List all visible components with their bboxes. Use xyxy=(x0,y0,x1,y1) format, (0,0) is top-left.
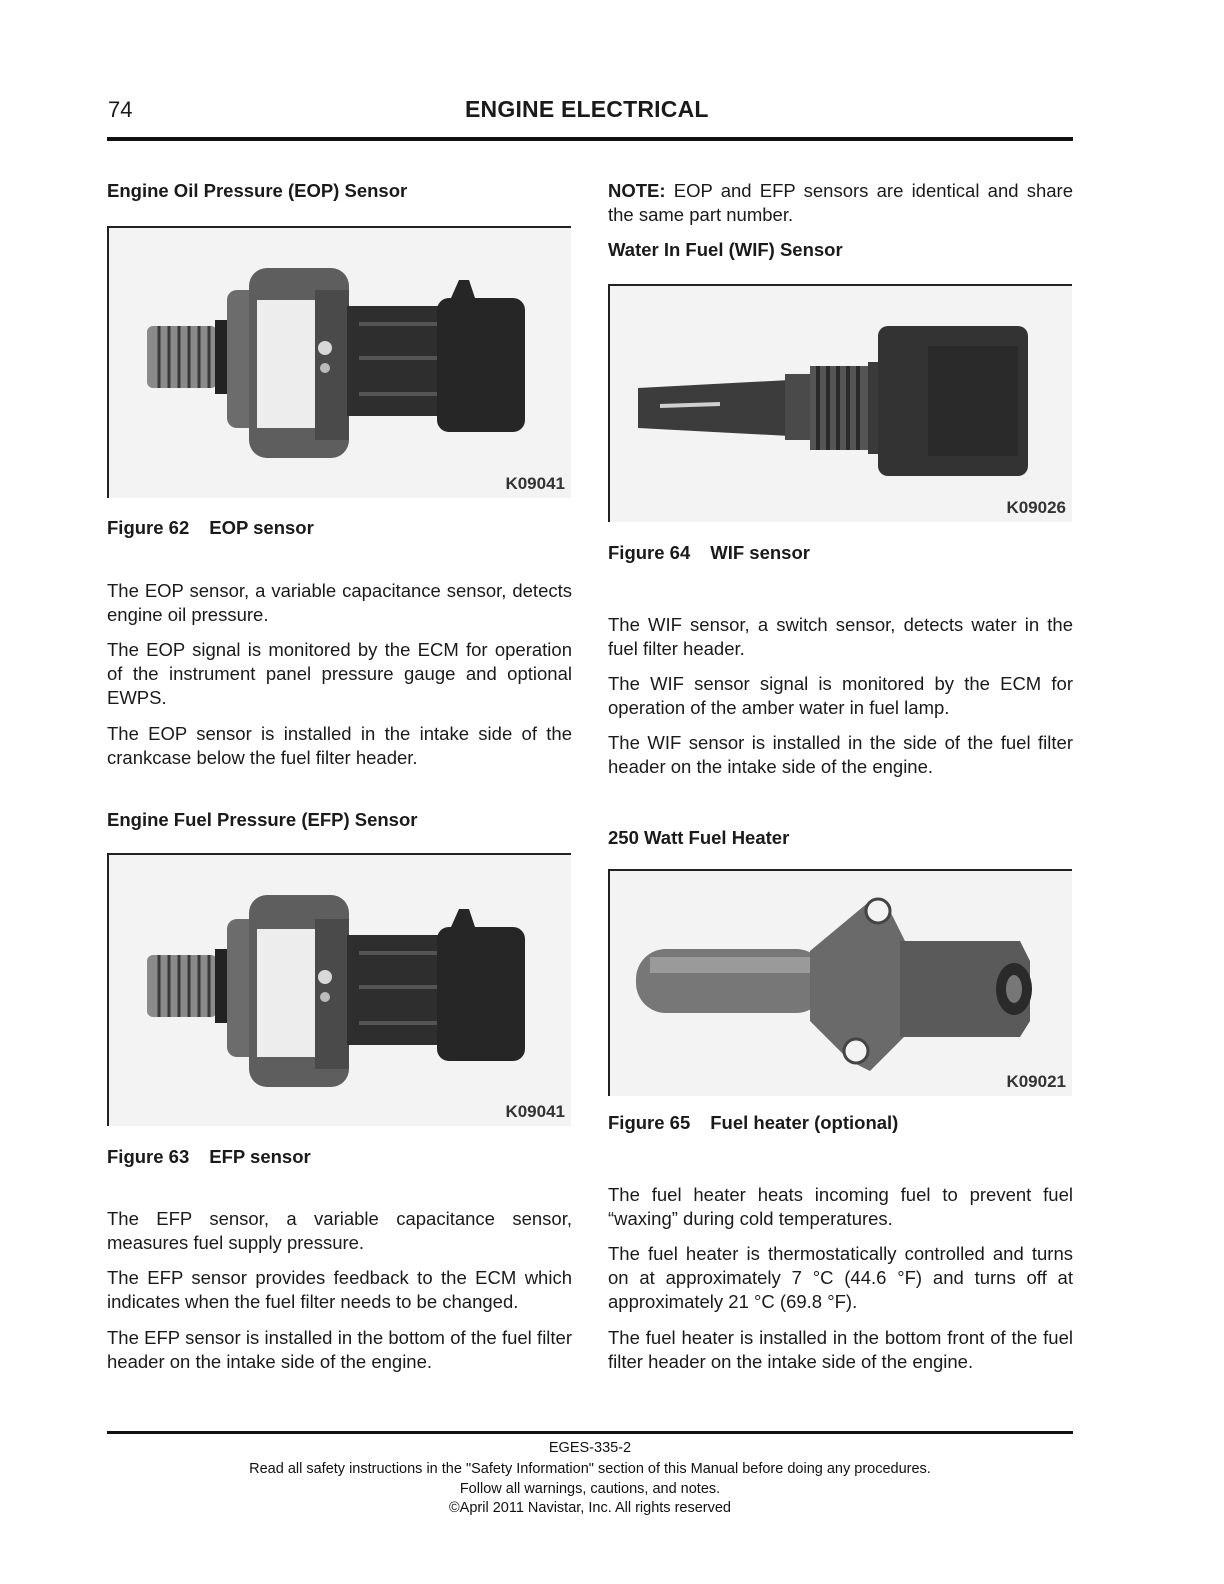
efp-paragraph-1: The EFP sensor, a variable capacitance sensor, measures fuel supply pressure. xyxy=(107,1208,572,1253)
photo-code: K09021 xyxy=(1006,1072,1066,1091)
fuel-heater-illustration xyxy=(610,871,1072,1096)
heater-paragraph-3: The fuel heater is installed in the bottom front of the fuel filter header on the intake side of the engine. xyxy=(608,1327,1073,1372)
heater-paragraph-2: The fuel heater is thermostatically controlled and turns on at approximately 7 °C (44.6 °F) and turns off at approximately 21 °C (69.8 °F). xyxy=(608,1243,1073,1312)
figure-title: WIF sensor xyxy=(710,542,810,563)
wif-sensor-photo xyxy=(608,284,1072,522)
wif-sensor-illustration xyxy=(610,286,1072,522)
efp-sensor-photo xyxy=(107,853,571,1126)
efp-paragraph-2: The EFP sensor provides feedback to the ECM which indicates when the fuel filter needs to be changed. xyxy=(107,1267,572,1312)
note-label: NOTE: xyxy=(608,180,666,201)
eop-paragraph-3: The EOP sensor is installed in the intake side of the crankcase below the fuel filter header. xyxy=(107,723,572,768)
eop-paragraph-1: The EOP sensor, a variable capacitance sensor, detects engine oil pressure. xyxy=(107,580,572,625)
figure-number: Figure 62 xyxy=(107,517,190,538)
efp-heading: Engine Fuel Pressure (EFP) Sensor xyxy=(107,809,418,830)
fuel-heater-photo xyxy=(608,869,1072,1096)
photo-code: K09041 xyxy=(505,474,565,493)
eop-heading: Engine Oil Pressure (EOP) Sensor xyxy=(107,180,408,201)
figure-title: Fuel heater (optional) xyxy=(710,1112,899,1133)
efp-sensor-illustration xyxy=(109,855,571,1126)
eop-sensor-photo xyxy=(107,226,571,498)
header-rule xyxy=(107,137,1073,141)
figure-number: Figure 65 xyxy=(608,1112,691,1133)
efp-paragraph-3: The EFP sensor is installed in the bottom of the fuel filter header on the intake side of the engine. xyxy=(107,1327,572,1372)
figure-63-caption xyxy=(107,1146,311,1168)
footer-warnings-line: Follow all warnings, cautions, and notes. xyxy=(459,1481,721,1497)
wif-paragraph-1: The WIF sensor, a switch sensor, detects water in the fuel filter header. xyxy=(608,614,1073,659)
heater-heading: 250 Watt Fuel Heater xyxy=(608,827,790,848)
photo-code: K09026 xyxy=(1006,498,1066,517)
figure-title: EOP sensor xyxy=(209,517,314,538)
wif-paragraph-3: The WIF sensor is installed in the side of the fuel filter header on the intake side of the engine. xyxy=(608,732,1073,777)
note-paragraph xyxy=(608,179,1073,227)
figure-number: Figure 63 xyxy=(107,1146,190,1167)
figure-62-caption xyxy=(107,517,314,539)
eop-sensor-illustration xyxy=(109,228,571,498)
footer-copyright: ©April 2011 Navistar, Inc. All rights reserved xyxy=(448,1500,731,1516)
footer-rule xyxy=(107,1431,1073,1434)
footer-doc-id: EGES-335-2 xyxy=(548,1440,632,1456)
figure-title: EFP sensor xyxy=(209,1146,311,1167)
figure-number: Figure 64 xyxy=(608,542,691,563)
note-text: EOP and EFP sensors are identical and share the same part number. xyxy=(608,180,1074,225)
wif-heading: Water In Fuel (WIF) Sensor xyxy=(608,239,843,260)
figure-64-caption xyxy=(608,542,810,564)
eop-paragraph-2: The EOP signal is monitored by the ECM for operation of the instrument panel pressure gauge and optional EWPS. xyxy=(107,639,572,708)
figure-65-caption xyxy=(608,1112,898,1134)
chapter-title: ENGINE ELECTRICAL xyxy=(465,96,709,122)
footer-safety-line: Read all safety instructions in the "Safety Information" section of this Manual before doing any procedures. xyxy=(249,1461,931,1477)
photo-code: K09041 xyxy=(505,1102,565,1121)
heater-paragraph-1: The fuel heater heats incoming fuel to prevent fuel “waxing” during cold temperatures. xyxy=(608,1184,1073,1229)
page-number: 74 xyxy=(108,97,133,122)
wif-paragraph-2: The WIF sensor signal is monitored by the ECM for operation of the amber water in fuel lamp. xyxy=(608,673,1073,718)
